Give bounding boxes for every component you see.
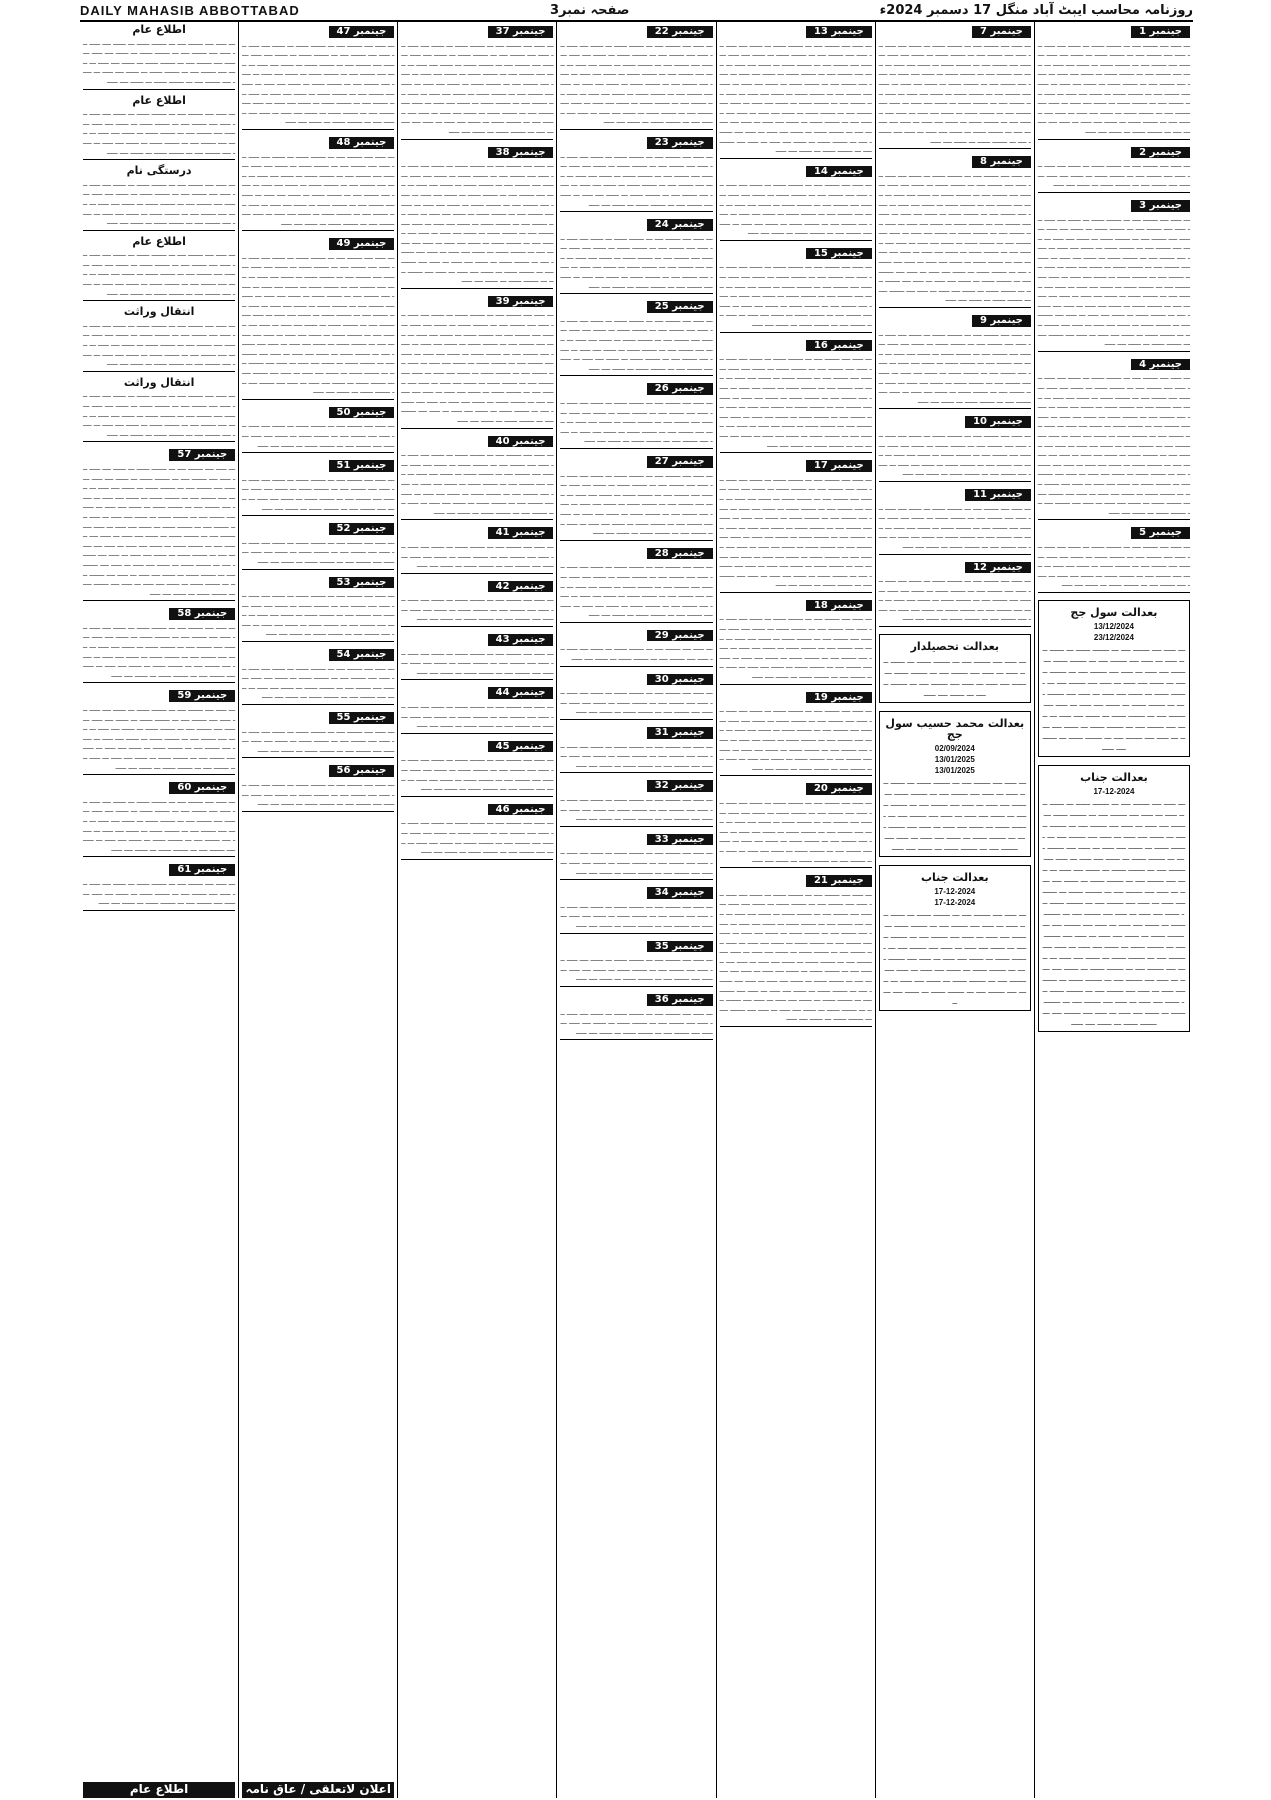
notice-body: ـــ ـــــ ــــ ـــــــ ــــ ـــ ـــــــ ــــــ ـــ ــــــ ــــ ـــــ ـــ ـــــ ــــ ـــــــ ــــ ـــ ـــــــ ــــــ ـــ ــــــ ــــ ـــــ ـــ ـــــ ــــ ـــــــ ــــ ـــ ـــــــ ــــــ ـــ ــــــ ــــ ـــــ [242,779,395,808]
notice-body: ـــ ـــــ ــــ ـــــــ ــــ ـــ ـــــــ ــــــ ـــ ــــــ ــــ ـــــ ـــ ـــــ ــــ ـــــــ ــــ ـــ ـــــــ ــــــ ـــ ــــــ ــــ ـــــ ـــ ـــــ ــــ ـــــــ ــــ ـــ ـــــــ ــــــ ـــ ــــــ ــــ ـــــ ـــ ـــــ ــــ ـــــــ ــــ ـــ ـــــــ ــــــ ـــ ــــــ ــــ ـــــ ـــ ـــــ ــــ ـــــــ ــــ ـــ ـــــــ ــــــ ـــ ــــــ ــــ ـــــ [83,390,236,438]
notice-divider [401,679,553,680]
notice-divider [401,796,553,797]
hearing-date: 17-12-2024 [1093,786,1135,796]
notice-divider [242,641,394,642]
court-notice-body: ـــ ـــــ ــــ ـــــــ ــــ ـــ ـــــــ ــــــ ـــ ــــــ ــــ ـــــ ـــ ـــــ ــــ ـــــــ ــــ ـــ ـــــــ ــــــ ـــ ــــــ ــــ ـــــ ـــ ـــــ ــــ ـــــــ ــــ ـــ ـــــــ ــــــ ـــ ــــــ ــــ ـــــ ـــ ـــــ ــــ ـــــــ ــــ ـــ ـــــــ ــــــ ـــ ــــــ ــــ ـــــ ـــ ـــــ ــــ ـــــــ ــــ ـــ ـــــــ ــــــ ـــ ــــــ ــــ ـــــ ـــ ـــــ ــــ ـــــــ ــــ ـــ ـــــــ ــــــ ـــ ــــــ ــــ ـــــ [883,777,1027,853]
notice-divider [720,592,872,593]
notice-body: ـــ ـــــ ــــ ـــــــ ــــ ـــ ـــــــ ــــــ ـــ ــــــ ــــ ـــــ ـــ ـــــ ــــ ـــــــ ــــ ـــ ـــــــ ــــــ ـــ ــــــ ــــ ـــــ ـــ ـــــ ــــ ـــــــ ــــ ـــ ـــــــ ــــــ ـــ ــــــ ــــ ـــــ [83,877,236,907]
notice-number-label: جینمبر 36 [647,994,713,1006]
masthead-page-number: صفحہ نمبر3 [549,2,630,18]
column-4 [556,22,715,1798]
notice-divider [560,448,712,449]
notice-body: ـــ ـــــ ــــ ـــــــ ــــ ـــ ـــــــ ــــــ ـــ ــــــ ــــ ـــــ ـــ ـــــ ــــ ـــــــ ــــ ـــ ـــــــ ــــــ ـــ ــــــ ــــ ـــــ ـــ ـــــ ــــ ـــــــ ــــ ـــ ـــــــ ــــــ ـــ ــــــ ــــ ـــــ [242,420,395,449]
notice-number-label: جینمبر 20 [806,783,872,795]
notice-number-label: جینمبر 57 [169,449,235,461]
notice-number-label: جینمبر 2 [1131,147,1190,159]
court-notice-box [879,865,1031,1011]
notice-divider [242,230,394,231]
notice-number-label: جینمبر 16 [806,340,872,352]
masthead-english-title: DAILY MAHASIB ABBOTTABAD [80,2,300,18]
notice-divider [560,933,712,934]
notice-body: ـــ ـــــ ــــ ـــــــ ــــ ـــ ـــــــ ــــــ ـــ ــــــ ــــ ـــــ ـــ ـــــ ــــ ـــــــ ــــ ـــ ـــــــ ــــــ ـــ ــــــ ــــ ـــــ ـــ ـــــ ــــ ـــــــ ــــ ـــ ـــــــ ــــــ ـــ ــــــ ــــ ـــــ ـــ ـــــ ــــ ـــــــ ــــ ـــ ـــــــ ــــــ ـــ ــــــ ــــ ـــــ ـــ ـــــ ــــ ـــــــ ــــ ـــ ـــــــ ــــــ ـــ ــــــ ــــ ـــــ [83,319,236,368]
notice-body: ـــ ـــــ ــــ ـــــــ ــــ ـــ ـــــــ ــــــ ـــ ــــــ ــــ ـــــ ـــ ـــــ ــــ ـــــــ ــــ ـــ ـــــــ ــــــ ـــ ــــــ ــــ ـــــ ـــ ـــــ ــــ ـــــــ ــــ ـــ ـــــــ ــــــ ـــ ــــــ ــــ ـــــ ـــ ـــــ ــــ ـــــــ ــــ ـــ ـــــــ ــــــ ـــ ــــــ ــــ ـــــ ـــ ـــــ ــــ ـــــــ ــــ ـــ ـــــــ ــــــ ـــ ــــــ ــــ ـــــ ـــ ـــــ ــــ ـــــــ ــــ ـــ ـــــــ ــــــ ـــ ــــــ ــــ ـــــ ـــ ـــــ ــــ ـــــــ ــــ ـــ ـــــــ ــــــ ـــ ــــــ ــــ ـــــ ـــ ـــــ ــــ ـــــــ ــــ ـــ ـــــــ ــــــ ـــ ــــــ ــــ ـــــ ـــ ـــــ ــــ ـــــــ ــــ ـــ ـــــــ ــــــ ـــ ــــــ ــــ ـــــ ـــ ـــــ ــــ ـــــــ ــــ ـــ ـــــــ ــــــ ـــ ــــــ ــــ ـــــ ـــ ـــــ ــــ ـــــــ ــــ ـــ ـــــــ ــــــ ـــ ــــــ ــــ ـــــ ـــ ـــــ ــــ ـــــــ ــــ ـــ ـــــــ ــــــ ـــ ــــــ ــــ ـــــ ـــ ـــــ ــــ ـــــــ ــــ ـــ ـــــــ ــــــ ـــ ــــــ ــــ ـــــ ـــ ـــــ ــــ ـــــــ ــــ ـــ ـــــــ ــــــ ـــ ــــــ ــــ ـــــ [878,169,1031,304]
notice-divider [1038,592,1190,593]
notice-number-label: جینمبر 60 [169,782,235,794]
notice-body: ـــ ـــــ ــــ ـــــــ ــــ ـــ ـــــــ ــــــ ـــ ــــــ ــــ ـــــ ـــ ـــــ ــــ ـــــــ ــــ ـــ ـــــــ ــــــ ـــ ــــــ ــــ ـــــ ـــ ـــــ ــــ ـــــــ ــــ ـــ ـــــــ ــــــ ـــ ــــــ ــــ ـــــ ـــ ـــــ ــــ ـــــــ ــــ ـــ ـــــــ ــــــ ـــ ــــــ ــــ ـــــ ـــ ـــــ ــــ ـــــــ ــــ ـــ ـــــــ ــــــ ـــ ــــــ ــــ ـــــ ـــ ـــــ ــــ ـــــــ ــــ ـــ ـــــــ ــــــ ـــ ــــــ ــــ ـــــ [719,179,872,237]
notice-body: ـــ ـــــ ــــ ـــــــ ــــ ـــ ـــــــ ــــــ ـــ ــــــ ــــ ـــــ ـــ ـــــ ــــ ـــــــ ــــ ـــ ـــــــ ــــــ ـــ ــــــ ــــ ـــــ ـــ ـــــ ــــ ـــــــ ــــ ـــ ـــــــ ــــــ ـــ ــــــ ــــ ـــــ ـــ ـــــ ــــ ـــــــ ــــ ـــ ـــــــ ــــــ ـــ ــــــ ــــ ـــــ ـــ ـــــ ــــ ـــــــ ــــ ـــ ـــــــ ــــــ ـــ ــــــ ــــ ـــــ [878,502,1031,550]
section-title: انتقال وراثت [123,305,195,319]
notice-divider [401,859,553,860]
hearing-date: 13/01/2025 [934,766,975,776]
court-notice-box [1038,600,1190,757]
column-7 [80,22,238,1798]
court-notice-body: ـــ ـــــ ــــ ـــــــ ــــ ـــ ـــــــ ــــــ ـــ ــــــ ــــ ـــــ ـــ ـــــ ــــ ـــــــ ــــ ـــ ـــــــ ــــــ ـــ ــــــ ــــ ـــــ ـــ ـــــ ــــ ـــــــ ــــ ـــ ـــــــ ــــــ ـــ ــــــ ــــ ـــــ ـــ ـــــ ــــ ـــــــ ــــ ـــ ـــــــ ــــــ ـــ ــــــ ــــ ـــــ ـــ ـــــ ــــ ـــــــ ــــ ـــ ـــــــ ــــــ ـــ ــــــ ــــ ـــــ ـــ ـــــ ــــ ـــــــ ــــ ـــ ـــــــ ــــــ ـــ ــــــ ــــ ـــــ ـــ ـــــ ــــ ـــــــ ــــ ـــ ـــــــ ــــــ ـــ ــــــ ــــ ـــــ [883,909,1027,1007]
notice-divider [401,626,553,627]
court-notice-body: ـــ ـــــ ــــ ـــــــ ــــ ـــ ـــــــ ــــــ ـــ ــــــ ــــ ـــــ ـــ ـــــ ــــ ـــــــ ــــ ـــ ـــــــ ــــــ ـــ ــــــ ــــ ـــــ ـــ ـــــ ــــ ـــــــ ــــ ـــ ـــــــ ــــــ ـــ ــــــ ــــ ـــــ ـــ ـــــ ــــ ـــــــ ــــ ـــ ـــــــ ــــــ ـــ ــــــ ــــ ـــــ ـــ ـــــ ــــ ـــــــ ــــ ـــ ـــــــ ــــــ ـــ ــــــ ــــ ـــــ ـــ ـــــ ــــ ـــــــ ــــ ـــ ـــــــ ــــــ ـــ ــــــ ــــ ـــــ ـــ ـــــ ــــ ـــــــ ــــ ـــ ـــــــ ــــــ ـــ ــــــ ــــ ـــــ ـــ ـــــ ــــ ـــــــ ــــ ـــ ـــــــ ــــــ ـــ ــــــ ــــ ـــــ ـــ ـــــ ــــ ـــــــ ــــ ـــ ـــــــ ــــــ ـــ ــــــ ــــ ـــــ ـــ ـــــ ــــ ـــــــ ــــ ـــ ـــــــ ــــــ ـــ ــــــ ــــ ـــــ ـــ ـــــ ــــ ـــــــ ــــ ـــ ـــــــ ــــــ ـــ ــــــ ــــ ـــــ ـــ ـــــ ــــ ـــــــ ــــ ـــ ـــــــ ــــــ ـــ ــــــ ــــ ـــــ ـــ ـــــ ــــ ـــــــ ــــ ـــ ـــــــ ــــــ ـــ ــــــ ــــ ـــــ ـــ ـــــ ــــ ـــــــ ــــ ـــ ـــــــ ــــــ ـــ ــــــ ــــ ـــــ ـــ ـــــ ــــ ـــــــ ــــ ـــ ـــــــ ــــــ ـــ ــــــ ــــ ـــــ ـــ ـــــ ــــ ـــــــ ــــ ـــ ـــــــ ــــــ ـــ ــــــ ــــ ـــــ ـــ ـــــ ــــ ـــــــ ــــ ـــ ـــــــ ــــــ ـــ ــــــ ــــ ـــــ ـــ ـــــ ــــ ـــــــ ــــ ـــ ـــــــ ــــــ ـــ ــــــ ــــ ـــــ [1042,797,1186,1027]
section-title: درستگی نام [126,164,192,178]
notice-body: ـــ ـــــ ــــ ـــــــ ــــ ـــ ـــــــ ــــــ ـــ ــــــ ــــ ـــــ ـــ ـــــ ــــ ـــــــ ــــ ـــ ـــــــ ــــــ ـــ ــــــ ــــ ـــــ ـــ ـــــ ــــ ـــــــ ــــ ـــ ـــــــ ــــــ ـــ ــــــ ــــ ـــــ ـــ ـــــ ــــ ـــــــ ــــ ـــ ـــــــ ــــــ ـــ ــــــ ــــ ـــــ ـــ ـــــ ــــ ـــــــ ــــ ـــ ـــــــ ــــــ ـــ ــــــ ــــ ـــــ ـــ ـــــ ــــ ـــــــ ــــ ـــ ـــــــ ــــــ ـــ ــــــ ــــ ـــــ ـــ ـــــ ــــ ـــــــ ــــ ـــ ـــــــ ــــــ ـــ ــــــ ــــ ـــــ ـــ ـــــ ــــ ـــــــ ــــ ـــ ـــــــ ــــــ ـــ ــــــ ــــ ـــــ ـــ ـــــ ــــ ـــــــ ــــ ـــ ـــــــ ــــــ ـــ ــــــ ــــ ـــــ ـــ ـــــ ــــ ـــــــ ــــ ـــ ـــــــ ــــــ ـــ ــــــ ــــ ـــــ ـــ ـــــ ــــ ـــــــ ــــ ـــ ـــــــ ــــــ ـــ ــــــ ــــ ـــــ ـــ ـــــ ــــ ـــــــ ــــ ـــ ـــــــ ــــــ ـــ ــــــ ــــ ـــــ [719,39,872,155]
notice-number-label: جینمبر 48 [329,137,395,149]
column-1 [1034,22,1193,1798]
notice-number-label: جینمبر 13 [806,26,872,38]
notice-number-label: جینمبر 31 [647,727,713,739]
notice-number-label: جینمبر 50 [329,407,395,419]
notice-body: ـــ ـــــ ــــ ـــــــ ــــ ـــ ـــــــ ــــــ ـــ ــــــ ــــ ـــــ ـــ ـــــ ــــ ـــــــ ــــ ـــ ـــــــ ــــــ ـــ ــــــ ــــ ـــــ ـــ ـــــ ــــ ـــــــ ــــ ـــ ـــــــ ــــــ ـــ ــــــ ــــ ـــــ ـــ ـــــ ــــ ـــــــ ــــ ـــ ـــــــ ــــــ ـــ ــــــ ــــ ـــــ ـــ ـــــ ــــ ـــــــ ــــ ـــ ـــــــ ــــــ ـــ ــــــ ــــ ـــــ ـــ ـــــ ــــ ـــــــ ــــ ـــ ـــــــ ــــــ ـــ ــــــ ــــ ـــــ ـــ ـــــ ــــ ـــــــ ــــ ـــ ـــــــ ــــــ ـــ ــــــ ــــ ـــــ [719,261,872,329]
notice-divider [242,399,394,400]
notice-body: ـــ ـــــ ــــ ـــــــ ــــ ـــ ـــــــ ــــــ ـــ ــــــ ــــ ـــــ ـــ ـــــ ــــ ـــــــ ــــ ـــ ـــــــ ــــــ ـــ ــــــ ــــ ـــــ ـــ ـــــ ــــ ـــــــ ــــ ـــ ـــــــ ــــــ ـــ ــــــ ــــ ـــــ ـــ ـــــ ــــ ـــــــ ــــ ـــ ـــــــ ــــــ ـــ ــــــ ــــ ـــــ ـــ ـــــ ــــ ـــــــ ــــ ـــ ـــــــ ــــــ ـــ ــــــ ــــ ـــــ ـــ ـــــ ــــ ـــــــ ــــ ـــ ـــــــ ــــــ ـــ ــــــ ــــ ـــــ ـــ ـــــ ــــ ـــــــ ــــ ـــ ـــــــ ــــــ ـــ ــــــ ــــ ـــــ ـــ ـــــ ــــ ـــــــ ــــ ـــ ـــــــ ــــــ ـــ ــــــ ــــ ـــــ ـــ ـــــ ــــ ـــــــ ــــ ـــ ـــــــ ــــــ ـــ ــــــ ــــ ـــــ ـــ ـــــ ــــ ـــــــ ــــ ـــ ـــــــ ــــــ ـــ ــــــ ــــ ـــــ ـــ ـــــ ــــ ـــــــ ــــ ـــ ـــــــ ــــــ ـــ ــــــ ــــ ـــــ ـــ ـــــ ــــ ـــــــ ــــ ـــ ـــــــ ــــــ ـــ ــــــ ــــ ـــــ ـــ ـــــ ــــ ـــــــ ــــ ـــ ـــــــ ــــــ ـــ ــــــ ــــ ـــــ ـــ ـــــ ــــ ـــــــ ــــ ـــ ـــــــ ــــــ ـــ ــــــ ــــ ـــــ [719,888,872,1023]
notice-divider [720,240,872,241]
court-notice-title: بعدالت جناب [920,871,989,885]
notice-number-label: جینمبر 7 [972,26,1031,38]
notice-divider [720,332,872,333]
notice-body: ـــ ـــــ ــــ ـــــــ ــــ ـــ ـــــــ ــــــ ـــ ــــــ ــــ ـــــ ـــ ـــــ ــــ ـــــــ ــــ ـــ ـــــــ ــــــ ـــ ــــــ ــــ ـــــ ـــ ـــــ ــــ ـــــــ ــــ ـــ ـــــــ ــــــ ـــ ــــــ ــــ ـــــ ـــ ـــــ ــــ ـــــــ ــــ ـــ ـــــــ ــــــ ـــ ــــــ ــــ ـــــ ـــ ـــــ ــــ ـــــــ ــــ ـــ ـــــــ ــــــ ـــ ــــــ ــــ ـــــ ـــ ـــــ ــــ ـــــــ ــــ ـــ ـــــــ ــــــ ـــ ــــــ ــــ ـــــ [83,621,236,679]
notice-body: ـــ ـــــ ــــ ـــــــ ــــ ـــ ـــــــ ــــــ ـــ ــــــ ــــ ـــــ ـــ ـــــ ــــ ـــــــ ــــ ـــ ـــــــ ــــــ ـــ ــــــ ــــ ـــــ ـــ ـــــ ــــ ـــــــ ــــ ـــ ـــــــ ــــــ ـــ ــــــ ــــ ـــــ ـــ ـــــ ــــ ـــــــ ــــ ـــ ـــــــ ــــــ ـــ ــــــ ــــ ـــــ ـــ ـــــ ــــ ـــــــ ــــ ـــ ـــــــ ــــــ ـــ ــــــ ــــ ـــــ ـــ ـــــ ــــ ـــــــ ــــ ـــ ـــــــ ــــــ ـــ ــــــ ــــ ـــــ ـــ ـــــ ــــ ـــــــ ــــ ـــ ـــــــ ــــــ ـــ ــــــ ــــ ـــــ ـــ ـــــ ــــ ـــــــ ــــ ـــ ـــــــ ــــــ ـــ ــــــ ــــ ـــــ ـــ ـــــ ــــ ـــــــ ــــ ـــ ـــــــ ــــــ ـــ ــــــ ــــ ـــــ ـــ ـــــ ــــ ـــــــ ــــ ـــ ـــــــ ــــــ ـــ ــــــ ــــ ـــــ ـــ ـــــ ــــ ـــــــ ــــ ـــ ـــــــ ــــــ ـــ ــــــ ــــ ـــــ ـــ ـــــ ــــ ـــــــ ــــ ـــ ـــــــ ــــــ ـــ ــــــ ــــ ـــــ ـــ ـــــ ــــ ـــــــ ــــ ـــ ـــــــ ــــــ ـــ ــــــ ــــ ـــــ ـــ ـــــ ــــ ـــــــ ــــ ـــ ـــــــ ــــــ ـــ ــــــ ــــ ـــــ [83,462,236,597]
column-6 [238,22,397,1798]
notice-body: ـــ ـــــ ــــ ـــــــ ــــ ـــ ـــــــ ــــــ ـــ ــــــ ــــ ـــــ ـــ ـــــ ــــ ـــــــ ــــ ـــ ـــــــ ــــــ ـــ ــــــ ــــ ـــــ ـــ ـــــ ــــ ـــــــ ــــ ـــ ـــــــ ــــــ ـــ ــــــ ــــ ـــــ ـــ ـــــ ــــ ـــــــ ــــ ـــ ـــــــ ــــــ ـــ ــــــ ــــ ـــــ ـــ ـــــ ــــ ـــــــ ــــ ـــ ـــــــ ــــــ ـــ ــــــ ــــ ـــــ ـــ ـــــ ــــ ـــــــ ــــ ـــ ـــــــ ــــــ ـــ ــــــ ــــ ـــــ [83,795,236,853]
footer-section-title: اطلاع عام [83,1782,235,1798]
notice-body: ـــ ـــــ ــــ ـــــــ ــــ ـــ ـــــــ ــــــ ـــ ــــــ ــــ ـــــ ـــ ـــــ ــــ ـــــــ ــــ ـــ ـــــــ ــــــ ـــ ــــــ ــــ ـــــ ـــ ـــــ ــــ ـــــــ ــــ ـــ ـــــــ ــــــ ـــ ــــــ ــــ ـــــ ـــ ـــــ ــــ ـــــــ ــــ ـــ ـــــــ ــــــ ـــ ــــــ ــــ ـــــ ـــ ـــــ ــــ ـــــــ ــــ ـــ ـــــــ ــــــ ـــ ــــــ ــــ ـــــ ـــ ـــــ ــــ ـــــــ ــــ ـــ ـــــــ ــــــ ـــ ــــــ ــــ ـــــ ـــ ـــــ ــــ ـــــــ ــــ ـــ ـــــــ ــــــ ـــ ــــــ ــــ ـــــ ـــ ـــــ ــــ ـــــــ ــــ ـــ ـــــــ ــــــ ـــ ــــــ ــــ ـــــ ـــ ـــــ ــــ ـــــــ ــــ ـــ ـــــــ ــــــ ـــ ــــــ ــــ ـــــ ـــ ـــــ ــــ ـــــــ ــــ ـــ ـــــــ ــــــ ـــ ــــــ ــــ ـــــ ـــ ـــــ ــــ ـــــــ ــــ ـــ ـــــــ ــــــ ـــ ــــــ ــــ ـــــ ـــ ـــــ ــــ ـــــــ ــــ ـــ ـــــــ ــــــ ـــ ــــــ ــــ ـــــ [401,309,554,424]
section-title: اطلاع عام [132,93,186,107]
notice-body: ـــ ـــــ ــــ ـــــــ ــــ ـــ ـــــــ ــــــ ـــ ــــــ ــــ ـــــ ـــ ـــــ ــــ ـــــــ ــــ ـــ ـــــــ ــــــ ـــ ــــــ ــــ ـــــ ـــ ـــــ ــــ ـــــــ ــــ ـــ ـــــــ ــــــ ـــ ــــــ ــــ ـــــ ـــ ـــــ ــــ ـــــــ ــــ ـــ ـــــــ ــــــ ـــ ــــــ ــــ ـــــ [242,473,395,512]
notice-body: ـــ ـــــ ــــ ـــــــ ــــ ـــ ـــــــ ــــــ ـــ ــــــ ــــ ـــــ ـــ ـــــ ــــ ـــــــ ــــ ـــ ـــــــ ــــــ ـــ ــــــ ــــ ـــــ ـــ ـــــ ــــ ـــــــ ــــ ـــ ـــــــ ــــــ ـــ ــــــ ــــ ـــــ [401,540,554,570]
notice-divider [242,811,394,812]
notice-body: ـــ ـــــ ــــ ـــــــ ــــ ـــ ـــــــ ــــــ ـــ ــــــ ــــ ـــــ ـــ ـــــ ــــ ـــــــ ــــ ـــ ـــــــ ــــــ ـــ ــــــ ــــ ـــــ ـــ ـــــ ــــ ـــــــ ــــ ـــ ـــــــ ــــــ ـــ ــــــ ــــ ـــــ ـــ ـــــ ــــ ـــــــ ــــ ـــ ـــــــ ــــــ ـــ ــــــ ــــ ـــــ ـــ ـــــ ــــ ـــــــ ــــ ـــ ـــــــ ــــــ ـــ ــــــ ــــ ـــــ [242,590,395,638]
notice-number-label: جینمبر 35 [647,941,713,953]
notice-body: ـــ ـــــ ــــ ـــــــ ــــ ـــ ـــــــ ــــــ ـــ ــــــ ــــ ـــــ ـــ ـــــ ــــ ـــــــ ــــ ـــ ـــــــ ــــــ ـــ ــــــ ــــ ـــــ [560,643,713,663]
notice-number-label: جینمبر 38 [488,147,554,159]
notice-body: ـــ ـــــ ــــ ـــــــ ــــ ـــ ـــــــ ــــــ ـــ ــــــ ــــ ـــــ ـــ ـــــ ــــ ـــــــ ــــ ـــ ـــــــ ــــــ ـــ ــــــ ــــ ـــــ ـــ ـــــ ــــ ـــــــ ــــ ـــ ـــــــ ــــــ ـــ ــــــ ــــ ـــــ ـــ ـــــ ــــ ـــــــ ــــ ـــ ـــــــ ــــــ ـــ ــــــ ــــ ـــــ [401,817,554,856]
court-notice-title: بعدالت محمد حسیب سول جج [885,717,1025,742]
notice-divider [242,129,394,130]
notice-divider [720,775,872,776]
court-notice-box [879,634,1031,703]
notice-body: ـــ ـــــ ــــ ـــــــ ــــ ـــ ـــــــ ــــــ ـــ ــــــ ــــ ـــــ ـــ ـــــ ــــ ـــــــ ــــ ـــ ـــــــ ــــــ ـــ ــــــ ــــ ـــــ ـــ ـــــ ــــ ـــــــ ــــ ـــ ـــــــ ــــــ ـــ ــــــ ــــ ـــــ [242,536,395,565]
notice-body: ـــ ـــــ ــــ ـــــــ ــــ ـــ ـــــــ ــــــ ـــ ــــــ ــــ ـــــ ـــ ـــــ ــــ ـــــــ ــــ ـــ ـــــــ ــــــ ـــ ــــــ ــــ ـــــ ـــ ـــــ ــــ ـــــــ ــــ ـــ ـــــــ ــــــ ـــ ــــــ ــــ ـــــ ـــ ـــــ ــــ ـــــــ ــــ ـــ ـــــــ ــــــ ـــ ــــــ ــــ ـــــ ـــ ـــــ ــــ ـــــــ ــــ ـــ ـــــــ ــــــ ـــ ــــــ ــــ ـــــ ـــ ـــــ ــــ ـــــــ ــــ ـــ ـــــــ ــــــ ـــ ــــــ ــــ ـــــ ـــ ـــــ ــــ ـــــــ ــــ ـــ ـــــــ ــــــ ـــ ــــــ ــــ ـــــ ـــ ـــــ ــــ ـــــــ ــــ ـــ ـــــــ ــــــ ـــ ــــــ ــــ ـــــ ـــ ـــــ ــــ ـــــــ ــــ ـــ ـــــــ ــــــ ـــ ــــــ ــــ ـــــ ـــ ـــــ ــــ ـــــــ ــــ ـــ ـــــــ ــــــ ـــ ــــــ ــــ ـــــ ـــ ـــــ ــــ ـــــــ ــــ ـــ ـــــــ ــــــ ـــ ــــــ ــــ ـــــ ـــ ـــــ ــــ ـــــــ ــــ ـــ ـــــــ ــــــ ـــ ــــــ ــــ ـــــ [719,473,872,589]
notice-number-label: جینمبر 28 [647,548,713,560]
notice-divider [242,569,394,570]
notice-number-label: جینمبر 27 [647,456,713,468]
notice-divider [83,910,235,911]
notice-number-label: جینمبر 4 [1131,359,1190,371]
hearing-date: 23/12/2024 [1093,632,1134,642]
notice-divider [83,856,235,857]
notice-body: ـــ ـــــ ــــ ـــــــ ــــ ـــ ـــــــ ــــــ ـــ ــــــ ــــ ـــــ ـــ ـــــ ــــ ـــــــ ــــ ـــ ـــــــ ــــــ ـــ ــــــ ــــ ـــــ ـــ ـــــ ــــ ـــــــ ــــ ـــ ـــــــ ــــــ ـــ ــــــ ــــ ـــــ ـــ ـــــ ــــ ـــــــ ــــ ـــ ـــــــ ــــــ ـــ ــــــ ــــ ـــــ ـــ ـــــ ــــ ـــــــ ــــ ـــ ـــــــ ــــــ ـــ ــــــ ــــ ـــــ [878,575,1031,623]
notice-body: ـــ ـــــ ــــ ـــــــ ــــ ـــ ـــــــ ــــــ ـــ ــــــ ــــ ـــــ ـــ ـــــ ــــ ـــــــ ــــ ـــ ـــــــ ــــــ ـــ ــــــ ــــ ـــــ ـــ ـــــ ــــ ـــــــ ــــ ـــ ـــــــ ــــــ ـــ ــــــ ــــ ـــــ ـــ ـــــ ــــ ـــــــ ــــ ـــ ـــــــ ــــــ ـــ ــــــ ــــ ـــــ ـــ ـــــ ــــ ـــــــ ــــ ـــ ـــــــ ــــــ ـــ ــــــ ــــ ـــــ ـــ ـــــ ــــ ـــــــ ــــ ـــ ـــــــ ــــــ ـــ ــــــ ــــ ـــــ ـــ ـــــ ــــ ـــــــ ــــ ـــ ـــــــ ــــــ ـــ ــــــ ــــ ـــــ ـــ ـــــ ــــ ـــــــ ــــ ـــ ـــــــ ــــــ ـــ ــــــ ــــ ـــــ ـــ ـــــ ــــ ـــــــ ــــ ـــ ـــــــ ــــــ ـــ ــــــ ــــ ـــــ ـــ ـــــ ــــ ـــــــ ــــ ـــ ـــــــ ــــــ ـــ ــــــ ــــ ـــــ [401,39,554,135]
notice-body: ـــ ـــــ ــــ ـــــــ ــــ ـــ ـــــــ ــــــ ـــ ــــــ ــــ ـــــ ـــ ـــــ ــــ ـــــــ ــــ ـــ ـــــــ ــــــ ـــ ــــــ ــــ ـــــ ـــ ـــــ ــــ ـــــــ ــــ ـــ ـــــــ ــــــ ـــ ــــــ ــــ ـــــ ـــ ـــــ ــــ ـــــــ ــــ ـــ ـــــــ ــــــ ـــ ــــــ ــــ ـــــ ـــ ـــــ ــــ ـــــــ ــــ ـــ ـــــــ ــــــ ـــ ــــــ ــــ ـــــ [83,108,236,156]
notice-body: ـــ ـــــ ــــ ـــــــ ــــ ـــ ـــــــ ــــــ ـــ ــــــ ــــ ـــــ ـــ ـــــ ــــ ـــــــ ــــ ـــ ـــــــ ــــــ ـــ ــــــ ــــ ـــــ ـــ ـــــ ــــ ـــــــ ــــ ـــ ـــــــ ــــــ ـــ ــــــ ــــ ـــــ [401,647,554,676]
notice-number-label: جینمبر 53 [329,577,395,589]
notice-body: ـــ ـــــ ــــ ـــــــ ــــ ـــ ـــــــ ــــــ ـــ ــــــ ــــ ـــــ ـــ ـــــ ــــ ـــــــ ــــ ـــ ـــــــ ــــــ ـــ ــــــ ــــ ـــــ ـــ ـــــ ــــ ـــــــ ــــ ـــ ـــــــ ــــــ ـــ ــــــ ــــ ـــــ ـــ ـــــ ــــ ـــــــ ــــ ـــ ـــــــ ــــــ ـــ ــــــ ــــ ـــــ ـــ ـــــ ــــ ـــــــ ــــ ـــ ـــــــ ــــــ ـــ ــــــ ــــ ـــــ ـــ ـــــ ــــ ـــــــ ــــ ـــ ـــــــ ــــــ ـــ ــــــ ــــ ـــــ ـــ ـــــ ــــ ـــــــ ــــ ـــ ـــــــ ــــــ ـــ ــــــ ــــ ـــــ ـــ ـــــ ــــ ـــــــ ــــ ـــ ـــــــ ــــــ ـــ ــــــ ــــ ـــــ ـــ ـــــ ــــ ـــــــ ــــ ـــ ـــــــ ــــــ ـــ ــــــ ــــ ـــــ ـــ ـــــ ــــ ـــــــ ــــ ـــ ـــــــ ــــــ ـــ ــــــ ــــ ـــــ [1037,39,1190,135]
notice-divider [1038,192,1190,193]
section-title: انتقال وراثت [123,375,195,389]
notice-number-label: جینمبر 18 [806,600,872,612]
notice-body: ـــ ـــــ ــــ ـــــــ ــــ ـــ ـــــــ ــــــ ـــ ــــــ ــــ ـــــ ـــ ـــــ ــــ ـــــــ ــــ ـــ ـــــــ ــــــ ـــ ــــــ ــــ ـــــ ـــ ـــــ ــــ ـــــــ ــــ ـــ ـــــــ ــــــ ـــ ــــــ ــــ ـــــ [1037,160,1190,189]
notice-body: ـــ ـــــ ــــ ـــــــ ــــ ـــ ـــــــ ــــــ ـــ ــــــ ــــ ـــــ ـــ ـــــ ــــ ـــــــ ــــ ـــ ـــــــ ــــــ ـــ ــــــ ــــ ـــــ ـــ ـــــ ــــ ـــــــ ــــ ـــ ـــــــ ــــــ ـــ ــــــ ــــ ـــــ ـــ ـــــ ــــ ـــــــ ــــ ـــ ـــــــ ــــــ ـــ ــــــ ــــ ـــــ ـــ ـــــ ــــ ـــــــ ــــ ـــ ـــــــ ــــــ ـــ ــــــ ــــ ـــــ [83,249,236,297]
notice-number-label: جینمبر 3 [1131,200,1190,212]
notice-body: ـــ ـــــ ــــ ـــــــ ــــ ـــ ـــــــ ــــــ ـــ ــــــ ــــ ـــــ ـــ ـــــ ــــ ـــــــ ــــ ـــ ـــــــ ــــــ ـــ ــــــ ــــ ـــــ ـــ ـــــ ــــ ـــــــ ــــ ـــ ـــــــ ــــــ ـــ ــــــ ــــ ـــــ ـــ ـــــ ــــ ـــــــ ــــ ـــ ـــــــ ــــــ ـــ ــــــ ــــ ـــــ ـــ ـــــ ــــ ـــــــ ــــ ـــ ـــــــ ــــــ ـــ ــــــ ــــ ـــــ ـــ ـــــ ــــ ـــــــ ــــ ـــ ـــــــ ــــــ ـــ ــــــ ــــ ـــــ [560,232,713,290]
notice-divider [560,211,712,212]
notice-number-label: جینمبر 23 [647,137,713,149]
notice-number-label: جینمبر 25 [647,301,713,313]
notice-divider [83,774,235,775]
hearing-date: 13/01/2025 [934,755,975,765]
notice-number-label: جینمبر 52 [329,523,395,535]
notice-body: ـــ ـــــ ــــ ـــــــ ــــ ـــ ـــــــ ــــــ ـــ ــــــ ــــ ـــــ ـــ ـــــ ــــ ـــــــ ــــ ـــ ـــــــ ــــــ ـــ ــــــ ــــ ـــــ ـــ ـــــ ــــ ـــــــ ــــ ـــ ـــــــ ــــــ ـــ ــــــ ــــ ـــــ ـــ ـــــ ــــ ـــــــ ــــ ـــ ـــــــ ــــــ ـــ ــــــ ــــ ـــــ ـــ ـــــ ــــ ـــــــ ــــ ـــ ـــــــ ــــــ ـــ ــــــ ــــ ـــــ ـــ ـــــ ــــ ـــــــ ــــ ـــ ـــــــ ــــــ ـــ ــــــ ــــ ـــــ ـــ ـــــ ــــ ـــــــ ــــ ـــ ـــــــ ــــــ ـــ ــــــ ــــ ـــــ ـــ ـــــ ــــ ـــــــ ــــ ـــ ـــــــ ــــــ ـــ ــــــ ــــ ـــــ ـــ ـــــ ــــ ـــــــ ــــ ـــ ـــــــ ــــــ ـــ ــــــ ــــ ـــــ [560,39,713,126]
notice-divider [401,428,553,429]
notice-divider [242,515,394,516]
notice-body: ـــ ـــــ ــــ ـــــــ ــــ ـــ ـــــــ ــــــ ـــ ــــــ ــــ ـــــ ـــ ـــــ ــــ ـــــــ ــــ ـــ ـــــــ ــــــ ـــ ــــــ ــــ ـــــ ـــ ـــــ ــــ ـــــــ ــــ ـــ ـــــــ ــــــ ـــ ــــــ ــــ ـــــ ـــ ـــــ ــــ ـــــــ ــــ ـــ ـــــــ ــــــ ـــ ــــــ ــــ ـــــ ـــ ـــــ ــــ ـــــــ ــــ ـــ ـــــــ ــــــ ـــ ــــــ ــــ ـــــ [1037,540,1190,589]
notice-body: ـــ ـــــ ــــ ـــــــ ــــ ـــ ـــــــ ــــــ ـــ ــــــ ــــ ـــــ ـــ ـــــ ــــ ـــــــ ــــ ـــ ـــــــ ــــــ ـــ ــــــ ــــ ـــــ ـــ ـــــ ــــ ـــــــ ــــ ـــ ـــــــ ــــــ ـــ ــــــ ــــ ـــــ [560,900,713,929]
notice-number-label: جینمبر 43 [488,634,554,646]
notice-divider [720,1026,872,1027]
notice-divider [83,682,235,683]
notice-divider [560,293,712,294]
notice-number-label: جینمبر 14 [806,166,872,178]
notice-body: ـــ ـــــ ــــ ـــــــ ــــ ـــ ـــــــ ــــــ ـــ ــــــ ــــ ـــــ ـــ ـــــ ــــ ـــــــ ــــ ـــ ـــــــ ــــــ ـــ ــــــ ــــ ـــــ ـــ ـــــ ــــ ـــــــ ــــ ـــ ـــــــ ــــــ ـــ ــــــ ــــ ـــــ [560,687,713,716]
notice-number-label: جینمبر 54 [329,649,395,661]
notice-divider [879,626,1031,627]
notice-body: ـــ ـــــ ــــ ـــــــ ــــ ـــ ـــــــ ــــــ ـــ ــــــ ــــ ـــــ ـــ ـــــ ــــ ـــــــ ــــ ـــ ـــــــ ــــــ ـــ ــــــ ــــ ـــــ ـــ ـــــ ــــ ـــــــ ــــ ـــ ـــــــ ــــــ ـــ ــــــ ــــ ـــــ ـــ ـــــ ــــ ـــــــ ــــ ـــ ـــــــ ــــــ ـــ ــــــ ــــ ـــــ ـــ ـــــ ــــ ـــــــ ــــ ـــ ـــــــ ــــــ ـــ ــــــ ــــ ـــــ ـــ ـــــ ــــ ـــــــ ــــ ـــ ـــــــ ــــــ ـــ ــــــ ــــ ـــــ ـــ ـــــ ــــ ـــــــ ــــ ـــ ـــــــ ــــــ ـــ ــــــ ــــ ـــــ [719,613,872,681]
court-notice-box [1038,765,1190,1032]
notice-divider [1038,351,1190,352]
notice-divider [720,867,872,868]
notice-divider [560,986,712,987]
notice-number-label: جینمبر 61 [169,864,235,876]
notice-divider [560,129,712,130]
notice-body: ـــ ـــــ ــــ ـــــــ ــــ ـــ ـــــــ ــــــ ـــ ــــــ ــــ ـــــ ـــ ـــــ ــــ ـــــــ ــــ ـــ ـــــــ ــــــ ـــ ــــــ ــــ ـــــ ـــ ـــــ ــــ ـــــــ ــــ ـــ ـــــــ ــــــ ـــ ــــــ ــــ ـــــ ـــ ـــــ ــــ ـــــــ ــــ ـــ ـــــــ ــــــ ـــ ــــــ ــــ ـــــ ـــ ـــــ ــــ ـــــــ ــــ ـــ ـــــــ ــــــ ـــ ــــــ ــــ ـــــ [560,397,713,445]
notice-body: ـــ ـــــ ــــ ـــــــ ــــ ـــ ـــــــ ــــــ ـــ ــــــ ــــ ـــــ ـــ ـــــ ــــ ـــــــ ــــ ـــ ـــــــ ــــــ ـــ ــــــ ــــ ـــــ ـــ ـــــ ــــ ـــــــ ــــ ـــ ـــــــ ــــــ ـــ ــــــ ــــ ـــــ [560,847,713,876]
notice-divider [879,554,1031,555]
notice-divider [560,666,712,667]
notice-number-label: جینمبر 5 [1131,527,1190,539]
column-3 [716,22,875,1798]
masthead-urdu-title: روزنامہ محاسب ایبٹ آباد منگل 17 دسمبر 2024ء [879,2,1193,18]
notice-number-label: جینمبر 30 [647,674,713,686]
notice-number-label: جینمبر 1 [1131,26,1190,38]
notice-number-label: جینمبر 40 [488,436,554,448]
notice-body: ـــ ـــــ ــــ ـــــــ ــــ ـــ ـــــــ ــــــ ـــ ــــــ ــــ ـــــ ـــ ـــــ ــــ ـــــــ ــــ ـــ ـــــــ ــــــ ـــ ــــــ ــــ ـــــ ـــ ـــــ ــــ ـــــــ ــــ ـــ ـــــــ ــــــ ـــ ــــــ ــــ ـــــ [401,594,554,623]
notice-body: ـــ ـــــ ــــ ـــــــ ــــ ـــ ـــــــ ــــــ ـــ ــــــ ــــ ـــــ ـــ ـــــ ــــ ـــــــ ــــ ـــ ـــــــ ــــــ ـــ ــــــ ــــ ـــــ ـــ ـــــ ــــ ـــــــ ــــ ـــ ـــــــ ــــــ ـــ ــــــ ــــ ـــــ ـــ ـــــ ــــ ـــــــ ــــ ـــ ـــــــ ــــــ ـــ ــــــ ــــ ـــــ ـــ ـــــ ــــ ـــــــ ــــ ـــ ـــــــ ــــــ ـــ ــــــ ــــ ـــــ ـــ ـــــ ــــ ـــــــ ــــ ـــ ـــــــ ــــــ ـــ ــــــ ــــ ـــــ ـــ ـــــ ــــ ـــــــ ــــ ـــ ـــــــ ــــــ ـــ ــــــ ــــ ـــــ [83,704,236,771]
notice-divider [879,408,1031,409]
notice-body: ـــ ـــــ ــــ ـــــــ ــــ ـــ ـــــــ ــــــ ـــ ــــــ ــــ ـــــ ـــ ـــــ ــــ ـــــــ ــــ ـــ ـــــــ ــــــ ـــ ــــــ ــــ ـــــ ـــ ـــــ ــــ ـــــــ ــــ ـــ ـــــــ ــــــ ـــ ــــــ ــــ ـــــ [560,1007,713,1036]
notice-body: ـــ ـــــ ــــ ـــــــ ــــ ـــ ـــــــ ــــــ ـــ ــــــ ــــ ـــــ ـــ ـــــ ــــ ـــــــ ــــ ـــ ـــــــ ــــــ ـــ ــــــ ــــ ـــــ ـــ ـــــ ــــ ـــــــ ــــ ـــ ـــــــ ــــــ ـــ ــــــ ــــ ـــــ ـــ ـــــ ــــ ـــــــ ــــ ـــ ـــــــ ــــــ ـــ ــــــ ــــ ـــــ ـــ ـــــ ــــ ـــــــ ــــ ـــ ـــــــ ــــــ ـــ ــــــ ــــ ـــــ ـــ ـــــ ــــ ـــــــ ــــ ـــ ـــــــ ــــــ ـــ ــــــ ــــ ـــــ ـــ ـــــ ــــ ـــــــ ــــ ـــ ـــــــ ــــــ ـــ ــــــ ــــ ـــــ ـــ ـــــ ــــ ـــــــ ــــ ـــ ـــــــ ــــــ ـــ ــــــ ــــ ـــــ [878,328,1031,405]
notice-body: ـــ ـــــ ــــ ـــــــ ــــ ـــ ـــــــ ــــــ ـــ ــــــ ــــ ـــــ ـــ ـــــ ــــ ـــــــ ــــ ـــ ـــــــ ــــــ ـــ ــــــ ــــ ـــــ ـــ ـــــ ــــ ـــــــ ــــ ـــ ـــــــ ــــــ ـــ ــــــ ــــ ـــــ ـــ ـــــ ــــ ـــــــ ــــ ـــ ـــــــ ــــــ ـــ ــــــ ــــ ـــــ ـــ ـــــ ــــ ـــــــ ــــ ـــ ـــــــ ــــــ ـــ ــــــ ــــ ـــــ ـــ ـــــ ــــ ـــــــ ــــ ـــ ـــــــ ــــــ ـــ ــــــ ــــ ـــــ ـــ ـــــ ــــ ـــــــ ــــ ـــ ـــــــ ــــــ ـــ ــــــ ــــ ـــــ ـــ ـــــ ــــ ـــــــ ــــ ـــ ـــــــ ــــــ ـــ ــــــ ــــ ـــــ ـــ ـــــ ــــ ـــــــ ــــ ـــ ـــــــ ــــــ ـــ ــــــ ــــ ـــــ ـــ ـــــ ــــ ـــــــ ــــ ـــ ـــــــ ــــــ ـــ ــــــ ــــ ـــــ ـــ ـــــ ــــ ـــــــ ــــ ـــ ـــــــ ــــــ ـــ ــــــ ــــ ـــــ ـــ ـــــ ــــ ـــــــ ــــ ـــ ـــــــ ــــــ ـــ ــــــ ــــ ـــــ ـــ ـــــ ــــ ـــــــ ــــ ـــ ـــــــ ــــــ ـــ ــــــ ــــ ـــــ ـــ ـــــ ــــ ـــــــ ــــ ـــ ـــــــ ــــــ ـــ ــــــ ــــ ـــــ [1037,213,1190,348]
notice-divider [720,158,872,159]
notice-divider [879,148,1031,149]
notice-body: ـــ ـــــ ــــ ـــــــ ــــ ـــ ـــــــ ــــــ ـــ ــــــ ــــ ـــــ ـــ ـــــ ــــ ـــــــ ــــ ـــ ـــــــ ــــــ ـــ ــــــ ــــ ـــــ ـــ ـــــ ــــ ـــــــ ــــ ـــ ـــــــ ــــــ ـــ ــــــ ــــ ـــــ [401,701,554,730]
notice-body: ـــ ـــــ ــــ ـــــــ ــــ ـــ ـــــــ ــــــ ـــ ــــــ ــــ ـــــ ـــ ـــــ ــــ ـــــــ ــــ ـــ ـــــــ ــــــ ـــ ــــــ ــــ ـــــ ـــ ـــــ ــــ ـــــــ ــــ ـــ ـــــــ ــــــ ـــ ــــــ ــــ ـــــ ـــ ـــــ ــــ ـــــــ ــــ ـــ ـــــــ ــــــ ـــ ــــــ ــــ ـــــ ـــ ـــــ ــــ ـــــــ ــــ ـــ ـــــــ ــــــ ـــ ــــــ ــــ ـــــ ـــ ـــــ ــــ ـــــــ ــــ ـــ ـــــــ ــــــ ـــ ــــــ ــــ ـــــ ـــ ـــــ ــــ ـــــــ ــــ ـــ ـــــــ ــــــ ـــ ــــــ ــــ ـــــ ـــ ـــــ ــــ ـــــــ ــــ ـــ ـــــــ ــــــ ـــ ــــــ ــــ ـــــ ـــ ـــــ ــــ ـــــــ ــــ ـــ ـــــــ ــــــ ـــ ــــــ ــــ ـــــ ـــ ـــــ ــــ ـــــــ ــــ ـــ ـــــــ ــــــ ـــ ــــــ ــــ ـــــ [719,353,872,449]
notice-number-label: جینمبر 59 [169,690,235,702]
notice-number-label: جینمبر 46 [488,804,554,816]
masthead [80,0,1193,22]
notice-divider [560,772,712,773]
notice-number-label: جینمبر 47 [329,26,395,38]
notice-body: ـــ ـــــ ــــ ـــــــ ــــ ـــ ـــــــ ــــــ ـــ ــــــ ــــ ـــــ ـــ ـــــ ــــ ـــــــ ــــ ـــ ـــــــ ــــــ ـــ ــــــ ــــ ـــــ ـــ ـــــ ــــ ـــــــ ــــ ـــ ـــــــ ــــــ ـــ ــــــ ــــ ـــــ ـــ ـــــ ــــ ـــــــ ــــ ـــ ـــــــ ــــــ ـــ ــــــ ــــ ـــــ ـــ ـــــ ــــ ـــــــ ــــ ـــ ـــــــ ــــــ ـــ ــــــ ــــ ـــــ ـــ ـــــ ــــ ـــــــ ــــ ـــ ـــــــ ــــــ ـــ ــــــ ــــ ـــــ ـــ ـــــ ــــ ـــــــ ــــ ـــ ـــــــ ــــــ ـــ ــــــ ــــ ـــــ ـــ ـــــ ــــ ـــــــ ــــ ـــ ـــــــ ــــــ ـــ ــــــ ــــ ـــــ ـــ ـــــ ــــ ـــــــ ــــ ـــ ـــــــ ــــــ ـــ ــــــ ــــ ـــــ ـــ ـــــ ــــ ـــــــ ــــ ـــ ـــــــ ــــــ ـــ ــــــ ــــ ـــــ ـــ ـــــ ــــ ـــــــ ــــ ـــ ـــــــ ــــــ ـــ ــــــ ــــ ـــــ ـــ ـــــ ــــ ـــــــ ــــ ـــ ـــــــ ــــــ ـــ ــــــ ــــ ـــــ ـــ ـــــ ــــ ـــــــ ــــ ـــ ـــــــ ــــــ ـــ ــــــ ــــ ـــــ ـــ ـــــ ــــ ـــــــ ــــ ـــ ـــــــ ــــــ ـــ ــــــ ــــ ـــــ ـــ ـــــ ــــ ـــــــ ــــ ـــ ـــــــ ــــــ ـــ ــــــ ــــ ـــــ [242,251,395,396]
notice-body: ـــ ـــــ ــــ ـــــــ ــــ ـــ ـــــــ ــــــ ـــ ــــــ ــــ ـــــ ـــ ـــــ ــــ ـــــــ ــــ ـــ ـــــــ ــــــ ـــ ــــــ ــــ ـــــ ـــ ـــــ ــــ ـــــــ ــــ ـــ ـــــــ ــــــ ـــ ــــــ ــــ ـــــ ـــ ـــــ ــــ ـــــــ ــــ ـــ ـــــــ ــــــ ـــ ــــــ ــــ ـــــ ـــ ـــــ ــــ ـــــــ ــــ ـــ ـــــــ ــــــ ـــ ــــــ ــــ ـــــ ـــ ـــــ ــــ ـــــــ ــــ ـــ ـــــــ ــــــ ـــ ــــــ ــــ ـــــ ـــ ـــــ ــــ ـــــــ ــــ ـــ ـــــــ ــــــ ـــ ــــــ ــــ ـــــ [560,469,713,537]
notice-divider [560,540,712,541]
notice-number-label: جینمبر 9 [972,315,1031,327]
notice-number-label: جینمبر 41 [488,527,554,539]
notice-number-label: جینمبر 37 [488,26,554,38]
hearing-date: 17-12-2024 [934,898,976,908]
notice-body: ـــ ـــــ ــــ ـــــــ ــــ ـــ ـــــــ ــــــ ـــ ــــــ ــــ ـــــ ـــ ـــــ ــــ ـــــــ ــــ ـــ ـــــــ ــــــ ـــ ــــــ ــــ ـــــ ـــ ـــــ ــــ ـــــــ ــــ ـــ ـــــــ ــــــ ـــ ــــــ ــــ ـــــ [242,725,395,754]
notice-number-label: جینمبر 55 [329,712,395,724]
notice-divider [242,704,394,705]
hearing-date: 13/12/2024 [1093,621,1134,631]
notice-number-label: جینمبر 32 [647,780,713,792]
notice-number-label: جینمبر 51 [329,460,395,472]
notice-divider [242,757,394,758]
notice-divider [879,307,1031,308]
notice-number-label: جینمبر 11 [965,489,1031,501]
notice-body: ـــ ـــــ ــــ ـــــــ ــــ ـــ ـــــــ ــــــ ـــ ــــــ ــــ ـــــ ـــ ـــــ ــــ ـــــــ ــــ ـــ ـــــــ ــــــ ـــ ــــــ ــــ ـــــ ـــ ـــــ ــــ ـــــــ ــــ ـــ ـــــــ ــــــ ـــ ــــــ ــــ ـــــ ـــ ـــــ ــــ ـــــــ ــــ ـــ ـــــــ ــــــ ـــ ــــــ ــــ ـــــ ـــ ـــــ ــــ ـــــــ ــــ ـــ ـــــــ ــــــ ـــ ــــــ ــــ ـــــ ـــ ـــــ ــــ ـــــــ ــــ ـــ ـــــــ ــــــ ـــ ــــــ ــــ ـــــ [560,150,713,208]
notice-body: ـــ ـــــ ــــ ـــــــ ــــ ـــ ـــــــ ــــــ ـــ ــــــ ــــ ـــــ ـــ ـــــ ــــ ـــــــ ــــ ـــ ـــــــ ــــــ ـــ ــــــ ــــ ـــــ ـــ ـــــ ــــ ـــــــ ــــ ـــ ـــــــ ــــــ ـــ ــــــ ــــ ـــــ [560,740,713,769]
notice-body: ـــ ـــــ ــــ ـــــــ ــــ ـــ ـــــــ ــــــ ـــ ــــــ ــــ ـــــ ـــ ـــــ ــــ ـــــــ ــــ ـــ ـــــــ ــــــ ـــ ــــــ ــــ ـــــ ـــ ـــــ ــــ ـــــــ ــــ ـــ ـــــــ ــــــ ـــ ــــــ ــــ ـــــ [560,954,713,983]
notice-number-label: جینمبر 29 [647,630,713,642]
notice-divider [1038,519,1190,520]
notice-body: ـــ ـــــ ــــ ـــــــ ــــ ـــ ـــــــ ــــــ ـــ ــــــ ــــ ـــــ ـــ ـــــ ــــ ـــــــ ــــ ـــ ـــــــ ــــــ ـــ ــــــ ــــ ـــــ ـــ ـــــ ــــ ـــــــ ــــ ـــ ـــــــ ــــــ ـــ ــــــ ــــ ـــــ ـــ ـــــ ــــ ـــــــ ــــ ـــ ـــــــ ــــــ ـــ ــــــ ــــ ـــــ ـــ ـــــ ــــ ـــــــ ــــ ـــ ـــــــ ــــــ ـــ ــــــ ــــ ـــــ ـــ ـــــ ــــ ـــــــ ــــ ـــ ـــــــ ــــــ ـــ ــــــ ــــ ـــــ ـــ ـــــ ــــ ـــــــ ــــ ـــ ـــــــ ــــــ ـــ ــــــ ــــ ـــــ [719,796,872,864]
notice-number-label: جینمبر 21 [806,875,872,887]
column-5 [397,22,556,1798]
notice-number-label: جینمبر 8 [972,156,1031,168]
notice-divider [560,1039,712,1040]
notice-divider [560,826,712,827]
court-notice-body: ـــ ـــــ ــــ ـــــــ ــــ ـــ ـــــــ ــــــ ـــ ــــــ ــــ ـــــ ـــ ـــــ ــــ ـــــــ ــــ ـــ ـــــــ ــــــ ـــ ــــــ ــــ ـــــ ـــ ـــــ ــــ ـــــــ ــــ ـــ ـــــــ ــــــ ـــ ــــــ ــــ ـــــ ـــ ـــــ ــــ ـــــــ ــــ ـــ ـــــــ ــــــ ـــ ــــــ ــــ ـــــ ـــ ـــــ ــــ ـــــــ ــــ ـــ ـــــــ ــــــ ـــ ــــــ ــــ ـــــ ـــ ـــــ ــــ ـــــــ ــــ ـــ ـــــــ ــــــ ـــ ــــــ ــــ ـــــ ـــ ـــــ ــــ ـــــــ ــــ ـــ ـــــــ ــــــ ـــ ــــــ ــــ ـــــ ـــ ـــــ ــــ ـــــــ ــــ ـــ ـــــــ ــــــ ـــ ــــــ ــــ ـــــ [1042,643,1186,752]
notice-body: ـــ ـــــ ــــ ـــــــ ــــ ـــ ـــــــ ــــــ ـــ ــــــ ــــ ـــــ ـــ ـــــ ــــ ـــــــ ــــ ـــ ـــــــ ــــــ ـــ ــــــ ــــ ـــــ ـــ ـــــ ــــ ـــــــ ــــ ـــ ـــــــ ــــــ ـــ ــــــ ــــ ـــــ ـــ ـــــ ــــ ـــــــ ــــ ـــ ـــــــ ــــــ ـــ ــــــ ــــ ـــــ ـــ ـــــ ــــ ـــــــ ــــ ـــ ـــــــ ــــــ ـــ ــــــ ــــ ـــــ [83,37,236,85]
notice-divider [560,879,712,880]
notice-body: ـــ ـــــ ــــ ـــــــ ــــ ـــ ـــــــ ــــــ ـــ ــــــ ــــ ـــــ ـــ ـــــ ــــ ـــــــ ــــ ـــ ـــــــ ــــــ ـــ ــــــ ــــ ـــــ ـــ ـــــ ــــ ـــــــ ــــ ـــ ـــــــ ــــــ ـــ ــــــ ــــ ـــــ ـــ ـــــ ــــ ـــــــ ــــ ـــ ـــــــ ــــــ ـــ ــــــ ــــ ـــــ [242,662,395,701]
notice-number-label: جینمبر 39 [488,296,554,308]
notice-divider [560,622,712,623]
hearing-date: 17-12-2024 [934,887,976,897]
court-notice-body: ـــ ـــــ ــــ ـــــــ ــــ ـــ ـــــــ ــــــ ـــ ــــــ ــــ ـــــ ـــ ـــــ ــــ ـــــــ ــــ ـــ ـــــــ ــــــ ـــ ــــــ ــــ ـــــ ـــ ـــــ ــــ ـــــــ ــــ ـــ ـــــــ ــــــ ـــ ــــــ ــــ ـــــ [883,656,1027,699]
footer-section-title: اعلان لاتعلقی / عاق نامہ [242,1782,394,1798]
notice-body: ـــ ـــــ ــــ ـــــــ ــــ ـــ ـــــــ ــــــ ـــ ــــــ ــــ ـــــ ـــ ـــــ ــــ ـــــــ ــــ ـــ ـــــــ ــــــ ـــ ــــــ ــــ ـــــ ـــ ـــــ ــــ ـــــــ ــــ ـــ ـــــــ ــــــ ـــ ــــــ ــــ ـــــ ـــ ـــــ ــــ ـــــــ ــــ ـــ ـــــــ ــــــ ـــ ــــــ ــــ ـــــ ـــ ـــــ ــــ ـــــــ ــــ ـــ ـــــــ ــــــ ـــ ــــــ ــــ ـــــ ـــ ـــــ ــــ ـــــــ ــــ ـــ ـــــــ ــــــ ـــ ــــــ ــــ ـــــ ـــ ـــــ ــــ ـــــــ ــــ ـــ ـــــــ ــــــ ـــ ــــــ ــــ ـــــ ـــ ـــــ ــــ ـــــــ ــــ ـــ ـــــــ ــــــ ـــ ــــــ ــــ ـــــ ـــ ـــــ ــــ ـــــــ ــــ ـــ ـــــــ ــــــ ـــ ــــــ ــــ ـــــ [242,39,395,126]
court-notice-title: بعدالت جناب [1080,770,1148,784]
notice-divider [879,481,1031,482]
notice-divider [720,452,872,453]
notice-divider [1038,139,1190,140]
notice-divider [560,375,712,376]
notice-body: ـــ ـــــ ــــ ـــــــ ــــ ـــ ـــــــ ــــــ ـــ ــــــ ــــ ـــــ ـــ ـــــ ــــ ـــــــ ــــ ـــ ـــــــ ــــــ ـــ ــــــ ــــ ـــــ ـــ ـــــ ــــ ـــــــ ــــ ـــ ـــــــ ــــــ ـــ ــــــ ــــ ـــــ ـــ ـــــ ــــ ـــــــ ــــ ـــ ـــــــ ــــــ ـــ ــــــ ــــ ـــــ ـــ ـــــ ــــ ـــــــ ــــ ـــ ـــــــ ــــــ ـــ ــــــ ــــ ـــــ ـــ ـــــ ــــ ـــــــ ــــ ـــ ـــــــ ــــــ ـــ ــــــ ــــ ـــــ [560,561,713,619]
notice-body: ـــ ـــــ ــــ ـــــــ ــــ ـــ ـــــــ ــــــ ـــ ــــــ ــــ ـــــ ـــ ـــــ ــــ ـــــــ ــــ ـــ ـــــــ ــــــ ـــ ــــــ ــــ ـــــ ـــ ـــــ ــــ ـــــــ ــــ ـــ ـــــــ ــــــ ـــ ــــــ ــــ ـــــ ـــ ـــــ ــــ ـــــــ ــــ ـــ ـــــــ ــــــ ـــ ــــــ ــــ ـــــ ـــ ـــــ ــــ ـــــــ ــــ ـــ ـــــــ ــــــ ـــ ــــــ ــــ ـــــ ـــ ـــــ ــــ ـــــــ ــــ ـــ ـــــــ ــــــ ـــ ــــــ ــــ ـــــ ـــ ـــــ ــــ ـــــــ ــــ ـــ ـــــــ ــــــ ـــ ــــــ ــــ ـــــ ـــ ـــــ ــــ ـــــــ ــــ ـــ ـــــــ ــــــ ـــ ــــــ ــــ ـــــ ـــ ـــــ ــــ ـــــــ ــــ ـــ ـــــــ ــــــ ـــ ــــــ ــــ ـــــ ـــ ـــــ ــــ ـــــــ ــــ ـــ ـــــــ ــــــ ـــ ــــــ ــــ ـــــ ـــ ـــــ ــــ ـــــــ ــــ ـــ ـــــــ ــــــ ـــ ــــــ ــــ ـــــ ـــ ـــــ ــــ ـــــــ ــــ ـــ ـــــــ ــــــ ـــ ــــــ ــــ ـــــ ـــ ـــــ ــــ ـــــــ ــــ ـــ ـــــــ ــــــ ـــ ــــــ ــــ ـــــ [401,160,554,285]
notice-body: ـــ ـــــ ــــ ـــــــ ــــ ـــ ـــــــ ــــــ ـــ ــــــ ــــ ـــــ ـــ ـــــ ــــ ـــــــ ــــ ـــ ـــــــ ــــــ ـــ ــــــ ــــ ـــــ ـــ ـــــ ــــ ـــــــ ــــ ـــ ـــــــ ــــــ ـــ ــــــ ــــ ـــــ ـــ ـــــ ــــ ـــــــ ــــ ـــ ـــــــ ــــــ ـــ ــــــ ــــ ـــــ ـــ ـــــ ــــ ـــــــ ــــ ـــ ـــــــ ــــــ ـــ ــــــ ــــ ـــــ ـــ ـــــ ــــ ـــــــ ــــ ـــ ـــــــ ــــــ ـــ ــــــ ــــ ـــــ ـــ ـــــ ــــ ـــــــ ــــ ـــ ـــــــ ــــــ ـــ ــــــ ــــ ـــــ [719,705,872,772]
notice-number-label: جینمبر 22 [647,26,713,38]
notice-body: ـــ ـــــ ــــ ـــــــ ــــ ـــ ـــــــ ــــــ ـــ ــــــ ــــ ـــــ ـــ ـــــ ــــ ـــــــ ــــ ـــ ـــــــ ــــــ ـــ ــــــ ــــ ـــــ ـــ ـــــ ــــ ـــــــ ــــ ـــ ـــــــ ــــــ ـــ ــــــ ــــ ـــــ ـــ ـــــ ــــ ـــــــ ــــ ـــ ـــــــ ــــــ ـــ ــــــ ــــ ـــــ ـــ ـــــ ــــ ـــــــ ــــ ـــ ـــــــ ــــــ ـــ ــــــ ــــ ـــــ ـــ ـــــ ــــ ـــــــ ــــ ـــ ـــــــ ــــــ ـــ ــــــ ــــ ـــــ ـــ ـــــ ــــ ـــــــ ــــ ـــ ـــــــ ــــــ ـــ ــــــ ــــ ـــــ ـــ ـــــ ــــ ـــــــ ــــ ـــ ـــــــ ــــــ ـــ ــــــ ــــ ـــــ ـــ ـــــ ــــ ـــــــ ــــ ـــ ـــــــ ــــــ ـــ ــــــ ــــ ـــــ ـــ ـــــ ــــ ـــــــ ــــ ـــ ـــــــ ــــــ ـــ ــــــ ــــ ـــــ ـــ ـــــ ــــ ـــــــ ــــ ـــ ـــــــ ــــــ ـــ ــــــ ــــ ـــــ [878,39,1031,145]
court-notice-box [879,711,1031,857]
notice-number-label: جینمبر 45 [488,741,554,753]
notice-body: ـــ ـــــ ــــ ـــــــ ــــ ـــ ـــــــ ــــــ ـــ ــــــ ــــ ـــــ ـــ ـــــ ــــ ـــــــ ــــ ـــ ـــــــ ــــــ ـــ ــــــ ــــ ـــــ ـــ ـــــ ــــ ـــــــ ــــ ـــ ـــــــ ــــــ ـــ ــــــ ــــ ـــــ ـــ ـــــ ــــ ـــــــ ــــ ـــ ـــــــ ــــــ ـــ ــــــ ــــ ـــــ ـــ ـــــ ــــ ـــــــ ــــ ـــ ـــــــ ــــــ ـــ ــــــ ــــ ـــــ ـــ ـــــ ــــ ـــــــ ــــ ـــ ـــــــ ــــــ ـــ ــــــ ــــ ـــــ ـــ ـــــ ــــ ـــــــ ــــ ـــ ـــــــ ــــــ ـــ ــــــ ــــ ـــــ [401,449,554,516]
notice-number-label: جینمبر 42 [488,581,554,593]
notice-number-label: جینمبر 15 [806,248,872,260]
notice-divider [401,519,553,520]
notice-divider [83,600,235,601]
notice-divider [401,733,553,734]
notice-body: ـــ ـــــ ــــ ـــــــ ــــ ـــ ـــــــ ــــــ ـــ ــــــ ــــ ـــــ ـــ ـــــ ــــ ـــــــ ــــ ـــ ـــــــ ــــــ ـــ ــــــ ــــ ـــــ ـــ ـــــ ــــ ـــــــ ــــ ـــ ـــــــ ــــــ ـــ ــــــ ــــ ـــــ ـــ ـــــ ــــ ـــــــ ــــ ـــ ـــــــ ــــــ ـــ ــــــ ــــ ـــــ ـــ ـــــ ــــ ـــــــ ــــ ـــ ـــــــ ــــــ ـــ ــــــ ــــ ـــــ [878,429,1031,478]
notice-body: ـــ ـــــ ــــ ـــــــ ــــ ـــ ـــــــ ــــــ ـــ ــــــ ــــ ـــــ ـــ ـــــ ــــ ـــــــ ــــ ـــ ـــــــ ــــــ ـــ ــــــ ــــ ـــــ ـــ ـــــ ــــ ـــــــ ــــ ـــ ـــــــ ــــــ ـــ ــــــ ــــ ـــــ [560,794,713,823]
notice-divider [242,452,394,453]
notice-number-label: جینمبر 49 [329,238,395,250]
notice-divider [720,684,872,685]
notice-divider [560,719,712,720]
notice-number-label: جینمبر 33 [647,834,713,846]
column-2 [875,22,1034,1798]
court-notice-title: بعدالت تحصیلدار [910,640,999,654]
notice-divider [401,139,553,140]
notice-body: ـــ ـــــ ــــ ـــــــ ــــ ـــ ـــــــ ــــــ ـــ ــــــ ــــ ـــــ ـــ ـــــ ــــ ـــــــ ــــ ـــ ـــــــ ــــــ ـــ ــــــ ــــ ـــــ ـــ ـــــ ــــ ـــــــ ــــ ـــ ـــــــ ــــــ ـــ ــــــ ــــ ـــــ ـــ ـــــ ــــ ـــــــ ــــ ـــ ـــــــ ــــــ ـــ ــــــ ــــ ـــــ ـــ ـــــ ــــ ـــــــ ــــ ـــ ـــــــ ــــــ ـــ ــــــ ــــ ـــــ ـــ ـــــ ــــ ـــــــ ــــ ـــ ـــــــ ــــــ ـــ ــــــ ــــ ـــــ [560,314,713,372]
notice-number-label: جینمبر 17 [806,460,872,472]
court-notice-title: بعدالت سول جج [1070,605,1158,619]
notice-body: ـــ ـــــ ــــ ـــــــ ــــ ـــ ـــــــ ــــــ ـــ ــــــ ــــ ـــــ ـــ ـــــ ــــ ـــــــ ــــ ـــ ـــــــ ــــــ ـــ ــــــ ــــ ـــــ ـــ ـــــ ــــ ـــــــ ــــ ـــ ـــــــ ــــــ ـــ ــــــ ــــ ـــــ ـــ ـــــ ــــ ـــــــ ــــ ـــ ـــــــ ــــــ ـــ ــــــ ــــ ـــــ ـــ ـــــ ــــ ـــــــ ــــ ـــ ـــــــ ــــــ ـــ ــــــ ــــ ـــــ ـــ ـــــ ــــ ـــــــ ــــ ـــ ـــــــ ــــــ ـــ ــــــ ــــ ـــــ ـــ ـــــ ــــ ـــــــ ــــ ـــ ـــــــ ــــــ ـــ ــــــ ــــ ـــــ ـــ ـــــ ــــ ـــــــ ــــ ـــ ـــــــ ــــــ ـــ ــــــ ــــ ـــــ ـــ ـــــ ــــ ـــــــ ــــ ـــ ـــــــ ــــــ ـــ ــــــ ــــ ـــــ ـــ ـــــ ــــ ـــــــ ــــ ـــ ـــــــ ــــــ ـــ ــــــ ــــ ـــــ ـــ ـــــ ــــ ـــــــ ــــ ـــ ـــــــ ــــــ ـــ ــــــ ــــ ـــــ ـــ ـــــ ــــ ـــــــ ــــ ـــ ـــــــ ــــــ ـــ ــــــ ــــ ـــــ ـــ ـــــ ــــ ـــــــ ــــ ـــ ـــــــ ــــــ ـــ ــــــ ــــ ـــــ ـــ ـــــ ــــ ـــــــ ــــ ـــ ـــــــ ــــــ ـــ ــــــ ــــ ـــــ ـــ ـــــ ــــ ـــــــ ــــ ـــ ـــــــ ــــــ ـــ ــــــ ــــ ـــــ [1037,372,1190,516]
notice-number-label: جینمبر 58 [169,608,235,620]
notice-body: ـــ ـــــ ــــ ـــــــ ــــ ـــ ـــــــ ــــــ ـــ ــــــ ــــ ـــــ ـــ ـــــ ــــ ـــــــ ــــ ـــ ـــــــ ــــــ ـــ ــــــ ــــ ـــــ ـــ ـــــ ــــ ـــــــ ــــ ـــ ـــــــ ــــــ ـــ ــــــ ــــ ـــــ ـــ ـــــ ــــ ـــــــ ــــ ـــ ـــــــ ــــــ ـــ ــــــ ــــ ـــــ ـــ ـــــ ــــ ـــــــ ــــ ـــ ـــــــ ــــــ ـــ ــــــ ــــ ـــــ ـــ ـــــ ــــ ـــــــ ــــ ـــ ـــــــ ــــــ ـــ ــــــ ــــ ـــــ ـــ ـــــ ــــ ـــــــ ــــ ـــ ـــــــ ــــــ ـــ ــــــ ــــ ـــــ ـــ ـــــ ــــ ـــــــ ــــ ـــ ـــــــ ــــــ ـــ ــــــ ــــ ـــــ [242,150,395,227]
hearing-date: 02/09/2024 [934,744,975,754]
section-title: اطلاع عام [132,23,186,36]
notice-number-label: جینمبر 10 [965,416,1031,428]
notice-number-label: جینمبر 44 [488,687,554,699]
notice-divider [401,573,553,574]
notice-number-label: جینمبر 19 [806,692,872,704]
notice-body: ـــ ـــــ ــــ ـــــــ ــــ ـــ ـــــــ ــــــ ـــ ــــــ ــــ ـــــ ـــ ـــــ ــــ ـــــــ ــــ ـــ ـــــــ ــــــ ـــ ــــــ ــــ ـــــ ـــ ـــــ ــــ ـــــــ ــــ ـــ ـــــــ ــــــ ـــ ــــــ ــــ ـــــ ـــ ـــــ ــــ ـــــــ ــــ ـــ ـــــــ ــــــ ـــ ــــــ ــــ ـــــ ـــ ـــــ ــــ ـــــــ ــــ ـــ ـــــــ ــــــ ـــ ــــــ ــــ ـــــ [83,178,236,227]
notice-body: ـــ ـــــ ــــ ـــــــ ــــ ـــ ـــــــ ــــــ ـــ ــــــ ــــ ـــــ ـــ ـــــ ــــ ـــــــ ــــ ـــ ـــــــ ــــــ ـــ ــــــ ــــ ـــــ ـــ ـــــ ــــ ـــــــ ــــ ـــ ـــــــ ــــــ ـــ ــــــ ــــ ـــــ ـــ ـــــ ــــ ـــــــ ــــ ـــ ـــــــ ــــــ ـــ ــــــ ــــ ـــــ [401,754,554,793]
notice-number-label: جینمبر 34 [647,887,713,899]
notice-number-label: جینمبر 12 [965,562,1031,574]
notice-number-label: جینمبر 24 [647,219,713,231]
notice-divider [401,288,553,289]
section-title: اطلاع عام [132,234,186,248]
notice-number-label: جینمبر 26 [647,383,713,395]
notice-number-label: جینمبر 56 [329,765,395,777]
newspaper-columns [80,22,1193,1798]
